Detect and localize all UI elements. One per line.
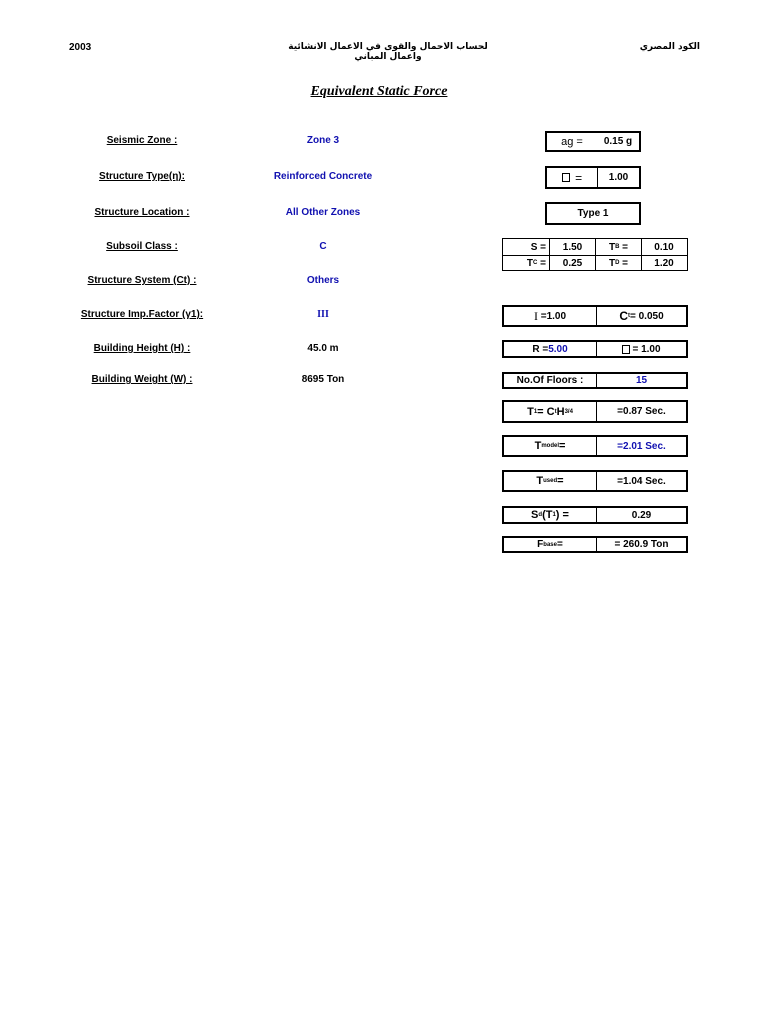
floors-value[interactable]: 15: [596, 374, 686, 387]
header-year: 2003: [69, 42, 92, 53]
symbol-placeholder-icon: [622, 345, 630, 354]
r-cell: R = 5.00: [532, 343, 568, 355]
value-seismic-zone[interactable]: Zone 3: [306, 135, 340, 146]
ag-box: [545, 131, 641, 152]
s-label: S =: [530, 241, 546, 253]
tused-label: T used =: [536, 475, 564, 487]
gamma-cell: I = 1.00: [533, 308, 567, 323]
fbase-box: [502, 536, 688, 553]
value-structure-location[interactable]: All Other Zones: [285, 207, 361, 218]
lambda-cell: = 1.00: [596, 342, 686, 356]
label-structure-system: Structure System (Ct) :: [87, 275, 197, 286]
eta-label: =: [547, 168, 597, 187]
value-structure-system[interactable]: Others: [306, 275, 340, 286]
soil-type-value: Type 1: [577, 208, 609, 219]
t1-value: =0.87 Sec.: [596, 402, 686, 421]
symbol-placeholder-icon: [562, 173, 570, 182]
header-arabic-title: لحساب الاحمال والقوى في الاعمال الانشائية واعمال المباني: [288, 42, 488, 62]
value-importance-factor[interactable]: III: [317, 309, 329, 320]
floors-label: No.Of Floors :: [516, 375, 584, 386]
label-building-weight: Building Weight (W) :: [91, 374, 193, 385]
value-building-weight: 8695 Ton: [301, 374, 345, 385]
page-title: Equivalent Static Force: [310, 84, 448, 99]
soil-type-box: [545, 202, 641, 225]
label-importance-factor: Structure Imp.Factor (γ1):: [80, 309, 204, 320]
tused-box: [502, 470, 688, 492]
tmodel-label: T model =: [534, 440, 566, 452]
sd-value: 0.29: [596, 508, 686, 522]
label-building-height: Building Height (H) :: [93, 343, 191, 354]
gamma-ct-box: [502, 305, 688, 327]
tc-value: 0.25: [549, 256, 595, 270]
spectrum-table: [502, 238, 688, 271]
floors-box: [502, 372, 688, 389]
value-building-height: 45.0 m: [307, 343, 339, 354]
sd-label: S d (T 1 ) =: [531, 509, 569, 521]
tb-value: 0.10: [641, 239, 686, 255]
eta-value: 1.00: [597, 168, 639, 187]
s-value: 1.50: [549, 239, 595, 255]
gamma-symbol-icon: I: [533, 308, 538, 323]
sd-box: [502, 506, 688, 524]
tb-label: T B =: [595, 239, 641, 255]
td-label: T D =: [595, 256, 641, 270]
fbase-value: = 260.9 Ton: [596, 538, 686, 551]
header-arabic-code: الكود المصري: [639, 42, 700, 52]
ag-label: ag =: [561, 135, 583, 148]
fbase-label: F base =: [537, 539, 563, 550]
td-value: 1.20: [641, 256, 686, 270]
ct-cell: C t = 0.050: [596, 307, 686, 325]
label-subsoil-class: Subsoil Class :: [106, 241, 178, 252]
label-structure-location: Structure Location :: [94, 207, 190, 218]
r-lambda-box: [502, 340, 688, 358]
tc-label: T C =: [526, 257, 546, 269]
r-value[interactable]: 5.00: [548, 343, 568, 355]
value-subsoil-class[interactable]: C: [319, 241, 327, 252]
tmodel-box: [502, 435, 688, 457]
label-structure-type: Structure Type(η):: [99, 171, 185, 182]
tused-value: =1.04 Sec.: [596, 472, 686, 490]
t1-label: T 1 = C t H 3/4: [527, 405, 573, 418]
label-seismic-zone: Seismic Zone :: [106, 135, 178, 146]
value-structure-type[interactable]: Reinforced Concrete: [273, 171, 373, 182]
ag-value: 0.15 g: [603, 136, 633, 147]
t1-box: [502, 400, 688, 423]
tmodel-value[interactable]: =2.01 Sec.: [596, 437, 686, 455]
eta-box: [545, 166, 641, 189]
